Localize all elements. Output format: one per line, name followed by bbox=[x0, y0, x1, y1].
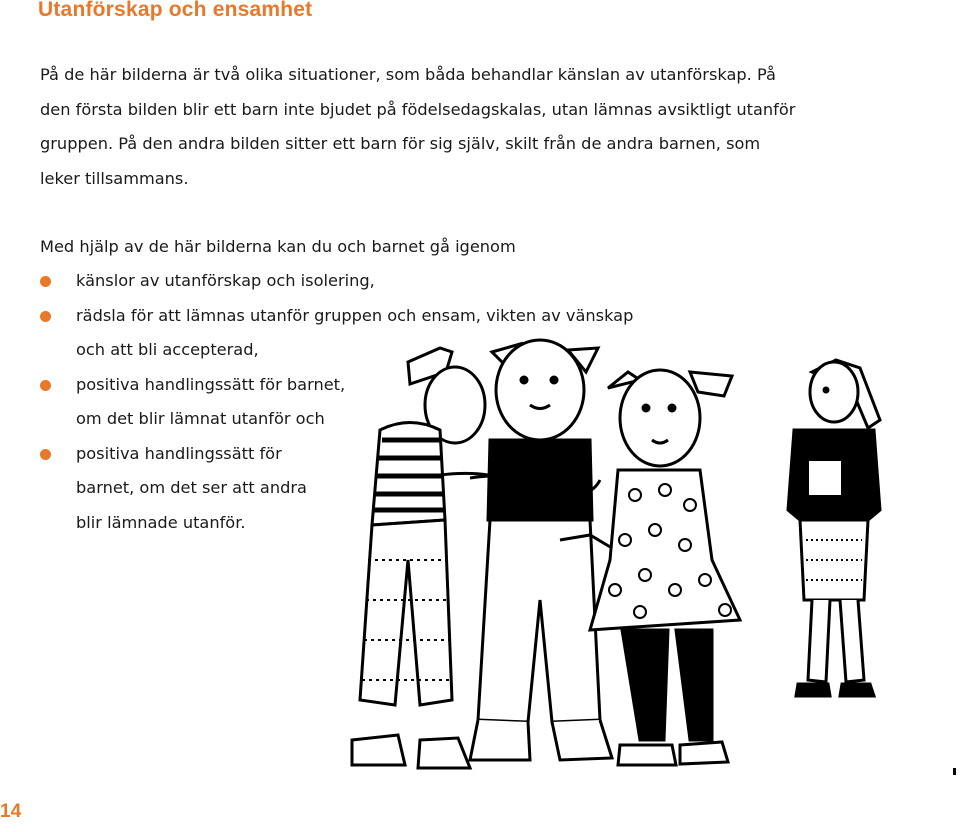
intro-line: den första bilden blir ett barn inte bjudet på födelsedagskalas, utan lämnas avsiktligt utanför bbox=[40, 99, 796, 119]
bullet-dot-icon bbox=[40, 276, 51, 287]
bullet-dot-icon bbox=[40, 311, 51, 322]
bullet-item bbox=[40, 264, 380, 299]
figure-middle-child bbox=[470, 340, 612, 760]
intro-line: leker tillsammans. bbox=[40, 168, 189, 188]
page-title: Utanförskap och ensamhet bbox=[38, 0, 313, 21]
intro-line: På de här bilderna är två olika situationer, som båda behandlar känslan av utanförskap. På bbox=[40, 65, 776, 84]
bullet-list bbox=[40, 264, 634, 540]
bullet-line: känslor av utanförskap och isolering, bbox=[76, 271, 375, 290]
bullet-line: barnet, om det ser att andra bbox=[76, 478, 307, 497]
bullet-dot-icon bbox=[40, 449, 51, 460]
illustration-children-group bbox=[330, 330, 890, 780]
intro-line: gruppen. På den andra bilden sitter ett barn för sig själv, skilt från de andra barnen, som bbox=[40, 134, 761, 153]
bullet-item bbox=[40, 368, 380, 437]
print-speck bbox=[953, 768, 956, 775]
bullet-item bbox=[40, 437, 380, 541]
bullet-line: och att bli accepterad, bbox=[76, 340, 259, 359]
page-number: 14 bbox=[0, 801, 22, 822]
bullet-line: positiva handlingssätt för barnet, bbox=[76, 374, 346, 394]
bullet-item bbox=[40, 299, 634, 368]
bullet-line: positiva handlingssätt för bbox=[76, 443, 282, 463]
bullet-line: om det blir lämnat utanför och bbox=[76, 409, 325, 428]
bullet-line: blir lämnade utanför. bbox=[76, 512, 246, 532]
bullet-line: rädsla för att lämnas utanför gruppen och ensam, vikten av vänskap bbox=[76, 305, 634, 325]
lead-sentence: Med hjälp av de här bilderna kan du och barnet gå igenom bbox=[40, 237, 516, 256]
bullet-dot-icon bbox=[40, 380, 51, 391]
intro-paragraph bbox=[40, 58, 930, 196]
figure-lonely-child bbox=[788, 360, 880, 696]
